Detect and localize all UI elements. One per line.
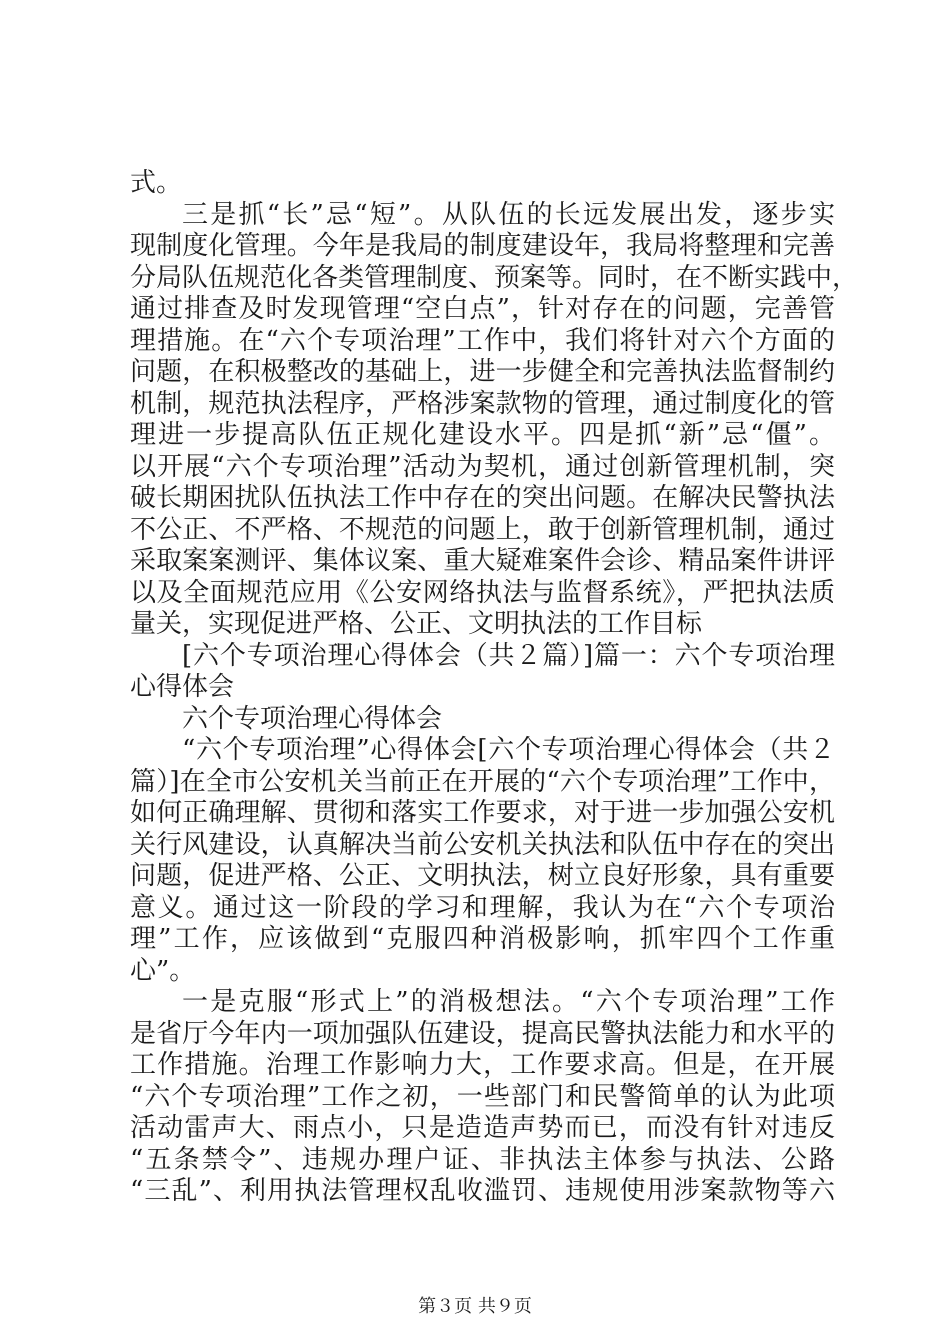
text-line: 三是抓“长”忌“短”。从队伍的长远发展出发，逐步实 xyxy=(182,199,835,230)
text-line: 是省厅今年内一项加强队伍建设，提高民警执法能力和水平的 xyxy=(130,1018,835,1049)
text-line: 理进一步提高队伍正规化建设水平。四是抓“新”忌“僵”。 xyxy=(130,420,835,450)
text-line: 六个专项治理心得体会 xyxy=(182,703,443,734)
text-line: 理”工作，应该做到“克服四种消极影响，抓牢四个工作重 xyxy=(130,924,835,954)
text-line: 一是克服“形式上”的消极想法。“六个专项治理”工作 xyxy=(182,987,835,1017)
text-line: 量关，实现促进严格、公正、文明执法的工作目标 xyxy=(130,609,703,639)
text-line: 心”。 xyxy=(130,955,196,986)
text-line: 如何正确理解、贯彻和落实工作要求，对于进一步加强公安机 xyxy=(130,798,835,828)
text-line: 心得体会 xyxy=(130,672,235,702)
text-line: 式。 xyxy=(130,168,183,198)
text-line: “三乱”、利用执法管理权乱收滥罚、违规使用涉案款物等六 xyxy=(130,1176,835,1206)
text-line: 机制，规范执法程序，严格涉案款物的管理，通过制度化的管 xyxy=(130,388,835,419)
text-line: 问题，促进严格、公正、文明执法，树立良好形象，具有重要 xyxy=(130,861,835,891)
text-line: 分局队伍规范化各类管理制度、预案等。同时，在不断实践中， xyxy=(130,262,859,293)
text-line: 活动雷声大、雨点小，只是造造声势而已，而没有针对违反 xyxy=(130,1113,835,1143)
text-line: “五条禁令”、违规办理户证、非执法主体参与执法、公路 xyxy=(130,1144,835,1175)
page-number-footer: 第３页 共９页 xyxy=(418,1296,532,1317)
text-line: 以及全面规范应用《公安网络执法与监督系统》，严把执法质 xyxy=(130,577,835,608)
text-line: 以开展“六个专项治理”活动为契机，通过创新管理机制，突 xyxy=(130,451,835,482)
text-line: 采取案案测评、集体议案、重大疑难案件会诊、精品案件讲评 xyxy=(130,546,835,576)
text-line: 工作措施。治理工作影响力大，工作要求高。但是，在开展 xyxy=(130,1050,835,1080)
text-line: 现制度化管理。今年是我局的制度建设年，我局将整理和完善 xyxy=(130,231,835,261)
text-line: [六个专项治理心得体会（共２篇）]篇一：六个专项治理 xyxy=(182,640,835,671)
text-line: 意义。通过这一阶段的学习和理解，我认为在“六个专项治 xyxy=(130,892,835,923)
text-line: 破长期困扰队伍执法工作中存在的突出问题。在解决民警执法 xyxy=(130,483,835,513)
text-line: 通过排查及时发现管理“空白点”，针对存在的问题，完善管 xyxy=(130,294,835,324)
text-line: 篇）]在全市公安机关当前正在开展的“六个专项治理”工作中， xyxy=(130,766,835,797)
text-line: 关行风建设，认真解决当前公安机关执法和队伍中存在的突出 xyxy=(130,829,835,860)
text-line: “六个专项治理”工作之初，一些部门和民警简单的认为此项 xyxy=(130,1081,835,1112)
text-line: 问题，在积极整改的基础上，进一步健全和完善执法监督制约 xyxy=(130,357,835,387)
body-text xyxy=(130,168,859,1208)
text-line: 理措施。在“六个专项治理”工作中，我们将针对六个方面的 xyxy=(130,325,835,356)
text-line: 不公正、不严格、不规范的问题上，敢于创新管理机制，通过 xyxy=(130,514,835,545)
text-line: “六个专项治理”心得体会[六个专项治理心得体会（共２ xyxy=(182,735,835,765)
